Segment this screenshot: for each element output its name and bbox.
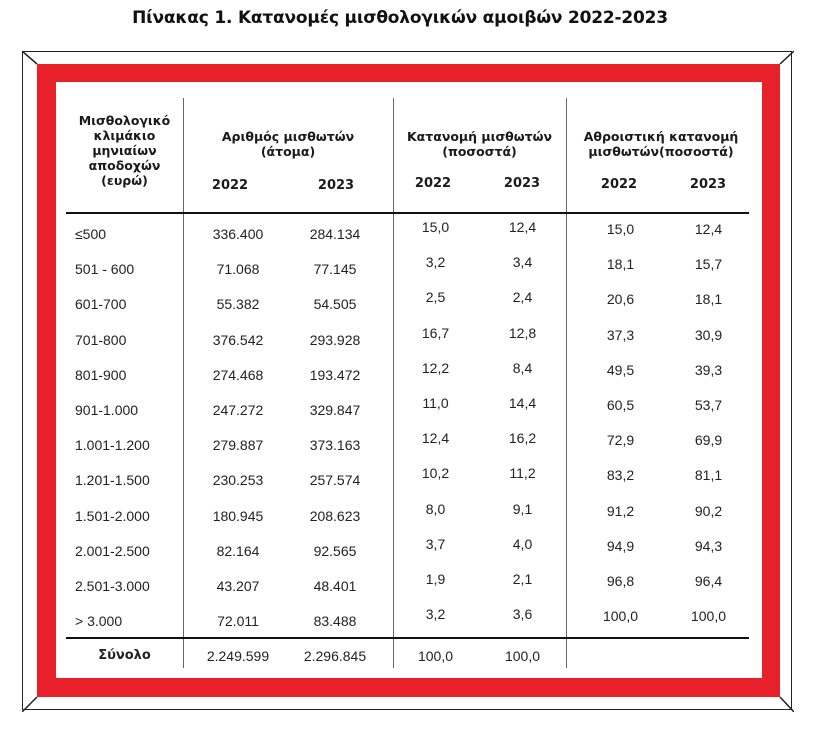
- share-2023-cell: 11,2: [509, 465, 536, 482]
- share-2022-cell: 11,0: [422, 395, 449, 411]
- header-line: Κατανομή μισθωτών: [406, 129, 552, 144]
- cumulative-2023-cell: 39,3: [694, 361, 723, 378]
- share-2022-cell: 3,2: [425, 254, 446, 271]
- count-2023-cell: 48.401: [313, 578, 357, 594]
- cumulative-2022-cell: 96,8: [606, 573, 635, 589]
- cumulative-2022-cell: 60,5: [606, 397, 635, 413]
- total-label: Σύνολο: [98, 648, 151, 663]
- share-2022-cell: 10,2: [421, 465, 450, 482]
- cumulative-2023-cell: 96,4: [694, 573, 723, 589]
- share-2023-cell: 12,8: [508, 324, 537, 341]
- share-2022-cell: 15,0: [421, 219, 450, 235]
- cumulative-2023-cell: 15,7: [694, 256, 723, 273]
- share-2023-cell: 4,0: [512, 535, 533, 552]
- count-2022-cell: 72.011: [217, 613, 259, 630]
- share-2023-cell: 8,4: [512, 359, 533, 376]
- column-divider: [183, 98, 184, 668]
- bracket-cell: 901-1.000: [75, 402, 139, 418]
- cumulative-2022-cell: 49,5: [606, 361, 635, 378]
- header-line: (ποσοστά): [442, 144, 517, 159]
- cumulative-2022-cell: 37,3: [606, 326, 635, 343]
- header-line: μισθωτών(ποσοστά): [588, 144, 734, 159]
- share-2023-cell: 9,1: [512, 500, 533, 517]
- header-line: κλιμάκιο: [93, 128, 156, 143]
- cumulative-2022-cell: 94,9: [606, 537, 635, 554]
- share-2023-cell: 12,4: [508, 219, 537, 235]
- table-title: Πίνακας 1. Κατανομές μισθολογικών αμοιβών 2022-2023: [132, 8, 668, 28]
- count-2023-cell: 193.472: [309, 366, 361, 383]
- count-2022-cell: 336.400: [212, 226, 264, 242]
- share-2023-cell: 2,4: [512, 289, 533, 306]
- header-line: (ευρώ): [101, 173, 148, 188]
- count-2022-cell: 82.164: [216, 542, 260, 559]
- total-rule: [66, 637, 749, 639]
- header-line: Αριθμός μισθωτών: [221, 129, 355, 144]
- cumulative-2023-cell: 18,1: [694, 291, 723, 308]
- total-count-2023: 2.296.845: [303, 648, 367, 664]
- header-line: Αθροιστική κατανομή: [583, 129, 739, 144]
- cumulative-2023-cell: 12,4: [694, 221, 723, 237]
- count-2022-cell: 230.253: [212, 472, 264, 489]
- count-2023-cell: 284.134: [309, 226, 361, 242]
- header-bracket: [66, 113, 183, 188]
- cumulative-2023-cell: 90,2: [694, 502, 723, 519]
- count-2023-cell: 92.565: [313, 542, 357, 559]
- bracket-cell: 1.001-1.200: [75, 437, 150, 454]
- bracket-cell: > 3.000: [75, 613, 123, 630]
- column-divider: [566, 98, 567, 668]
- count-2022-cell: 43.207: [216, 578, 260, 594]
- bracket-cell: 801-900: [75, 366, 127, 383]
- cumulative-2023-cell: 100,0: [690, 608, 727, 625]
- bracket-cell: 2.001-2.500: [75, 542, 150, 559]
- header-rule: [66, 212, 749, 214]
- share-2022-cell: 2,5: [425, 289, 446, 306]
- cumulative-2022-cell: 18,1: [606, 256, 635, 273]
- share-2023-cell: 3,6: [512, 606, 533, 623]
- count-2023-cell: 293.928: [309, 331, 361, 348]
- count-2022-cell: 55.382: [216, 296, 260, 313]
- count-2022-cell: 279.887: [212, 437, 264, 454]
- share-2022-cell: 8,0: [425, 500, 446, 517]
- cumulative-2023-cell: 81,1: [694, 467, 723, 484]
- share-2022-cell: 16,7: [421, 324, 450, 341]
- year-header: 2022: [211, 178, 249, 193]
- header-count: [183, 129, 393, 159]
- share-2023-cell: 14,4: [508, 395, 537, 411]
- count-2022-cell: 274.468: [212, 366, 264, 383]
- share-2022-cell: 3,2: [425, 606, 446, 623]
- cumulative-2023-cell: 53,7: [694, 397, 723, 413]
- header-line: (άτομα): [260, 144, 316, 159]
- count-2023-cell: 257.574: [309, 472, 361, 489]
- cumulative-2023-cell: 94,3: [694, 537, 723, 554]
- share-2023-cell: 16,2: [508, 430, 537, 447]
- count-2023-cell: 83.488: [313, 613, 357, 630]
- count-2023-cell: 329.847: [309, 402, 361, 418]
- bracket-cell: 601-700: [75, 296, 127, 313]
- header-share: [393, 129, 566, 159]
- year-header: 2022: [600, 177, 638, 192]
- count-2022-cell: 71.068: [216, 261, 260, 278]
- count-2023-cell: 373.163: [309, 437, 361, 454]
- total-share-2022: 100,0: [417, 648, 454, 664]
- bracket-cell: 701-800: [75, 331, 127, 348]
- share-2023-cell: 3,4: [512, 254, 533, 271]
- total-share-2023: 100,0: [504, 648, 541, 664]
- count-2023-cell: 208.623: [309, 507, 361, 524]
- bracket-cell: 501 - 600: [75, 261, 135, 278]
- cumulative-2022-cell: 20,6: [606, 291, 635, 308]
- share-2022-cell: 3,7: [425, 535, 446, 552]
- count-2022-cell: 247.272: [212, 402, 264, 418]
- cumulative-2023-cell: 30,9: [694, 326, 723, 343]
- count-2022-cell: 180.945: [212, 507, 264, 524]
- bracket-cell: ≤500: [75, 226, 107, 242]
- share-2022-cell: 12,4: [421, 430, 450, 447]
- count-2023-cell: 54.505: [313, 296, 357, 313]
- bracket-cell: 1.501-2.000: [75, 507, 150, 524]
- share-2022-cell: 12,2: [421, 359, 450, 376]
- year-header: 2023: [689, 177, 727, 192]
- count-2022-cell: 376.542: [212, 331, 264, 348]
- cumulative-2022-cell: 91,2: [606, 502, 635, 519]
- header-line: Μισθολογικό: [78, 113, 171, 128]
- year-header: 2023: [503, 176, 541, 191]
- cumulative-2022-cell: 15,0: [606, 221, 635, 237]
- header-line: μηνιαίων: [92, 143, 157, 158]
- header-cumulative: [566, 129, 756, 159]
- total-count-2022: 2.249.599: [206, 648, 270, 664]
- bracket-cell: 1.201-1.500: [75, 472, 150, 489]
- header-line: αποδοχών: [88, 158, 161, 173]
- bracket-cell: 2.501-3.000: [75, 578, 150, 594]
- cumulative-2022-cell: 83,2: [606, 467, 635, 484]
- count-2023-cell: 77.145: [313, 261, 357, 278]
- year-header: 2023: [317, 178, 355, 193]
- share-2023-cell: 2,1: [512, 571, 533, 587]
- share-2022-cell: 1,9: [425, 571, 446, 587]
- cumulative-2023-cell: 69,9: [694, 432, 723, 449]
- cumulative-2022-cell: 100,0: [602, 608, 639, 625]
- year-header: 2022: [414, 176, 452, 191]
- cumulative-2022-cell: 72,9: [606, 432, 635, 449]
